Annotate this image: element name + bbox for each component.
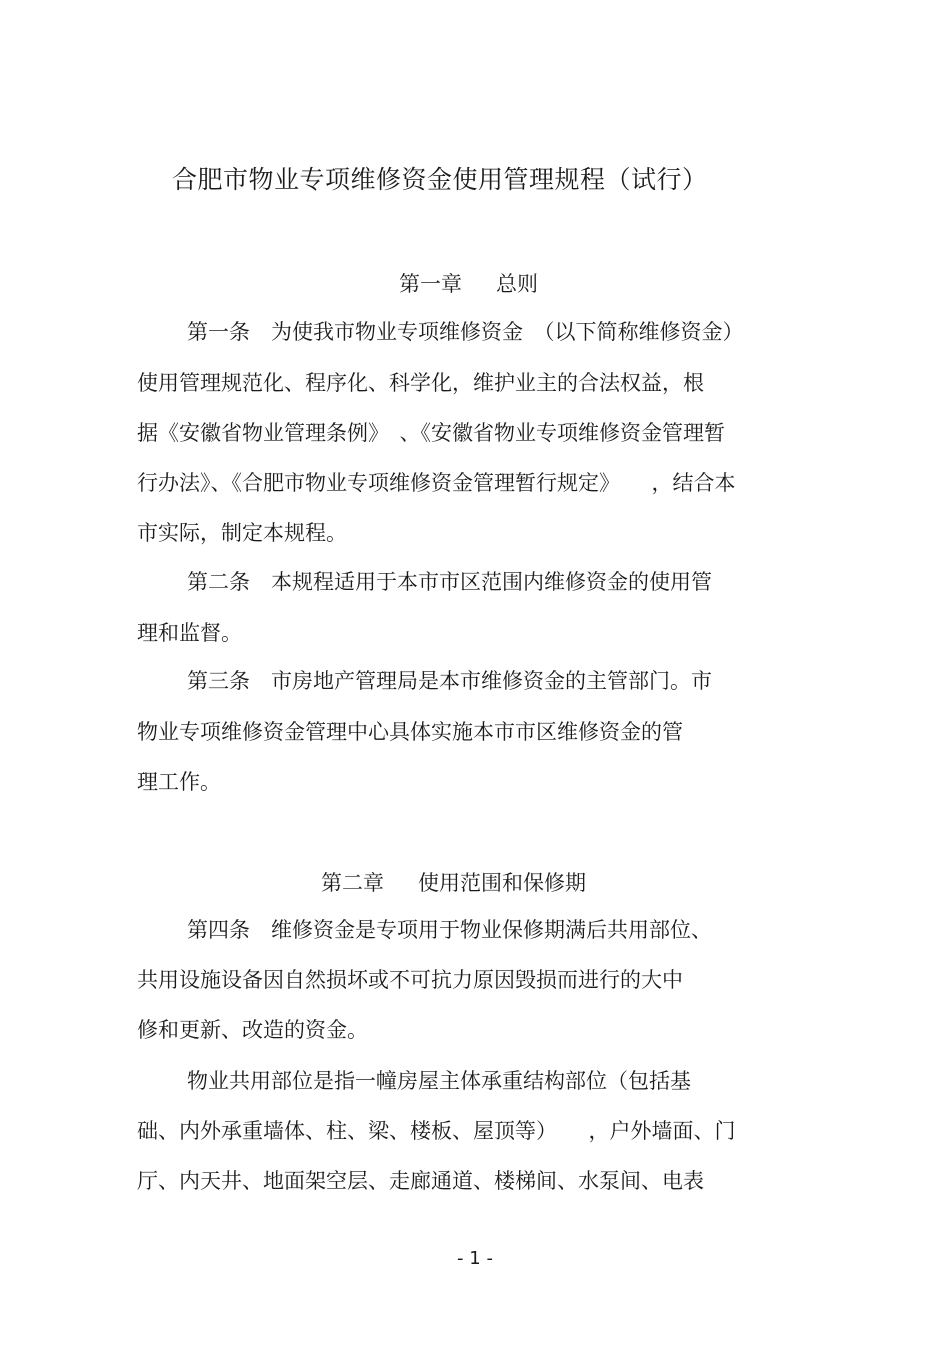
chapter-heading-2 [321,867,586,897]
paragraph-line: 共用设施设备因自然损坏或不可抗力原因毁损而进行的大中 [137,968,683,992]
chapter-number: 第一章 [399,272,462,296]
document-title: 合肥市物业专项维修资金使用管理规程（试行） [172,165,708,194]
paragraph-line: 物业共用部位是指一幢房屋主体承重结构部位（包括基 [187,1069,691,1093]
paragraph-line: 行办法》、《合肥市物业专项维修资金管理暂行规定》 ，结合本 [137,471,736,495]
paragraph-line: 使用管理规范化、程序化、科学化，维护业主的合法权益，根 [137,371,704,395]
paragraph-line: 厅、内天井、地面架空层、走廊通道、楼梯间、水泵间、电表 [137,1169,704,1193]
paragraph-line: 第二条 本规程适用于本市市区范围内维修资金的使用管 [187,570,712,594]
paragraph-line: 第四条 维修资金是专项用于物业保修期满后共用部位、 [187,918,712,942]
paragraph-line: 据《安徽省物业管理条例》 、《安徽省物业专项维修资金管理暂 [137,421,725,445]
chapter-heading-1 [399,268,538,298]
chapter-number: 第二章 [321,871,384,895]
chapter-name: 总则 [496,272,538,296]
chapter-name: 使用范围和保修期 [418,871,586,895]
paragraph-line: 理工作。 [137,770,221,794]
paragraph-line: 市实际，制定本规程。 [137,521,347,545]
paragraph-line: 础、内外承重墙体、柱、梁、楼板、屋顶等） ，户外墙面、门 [137,1119,736,1143]
paragraph-line: 第一条 为使我市物业专项维修资金 （以下简称维修资金） [187,320,744,344]
paragraph-line: 理和监督。 [137,621,242,645]
paragraph-line: 第三条 市房地产管理局是本市维修资金的主管部门。市 [187,669,712,693]
paragraph-line: 修和更新、改造的资金。 [137,1018,368,1042]
page-number: - 1 - [457,1248,493,1269]
paragraph-line: 物业专项维修资金管理中心具体实施本市市区维修资金的管 [137,720,683,744]
